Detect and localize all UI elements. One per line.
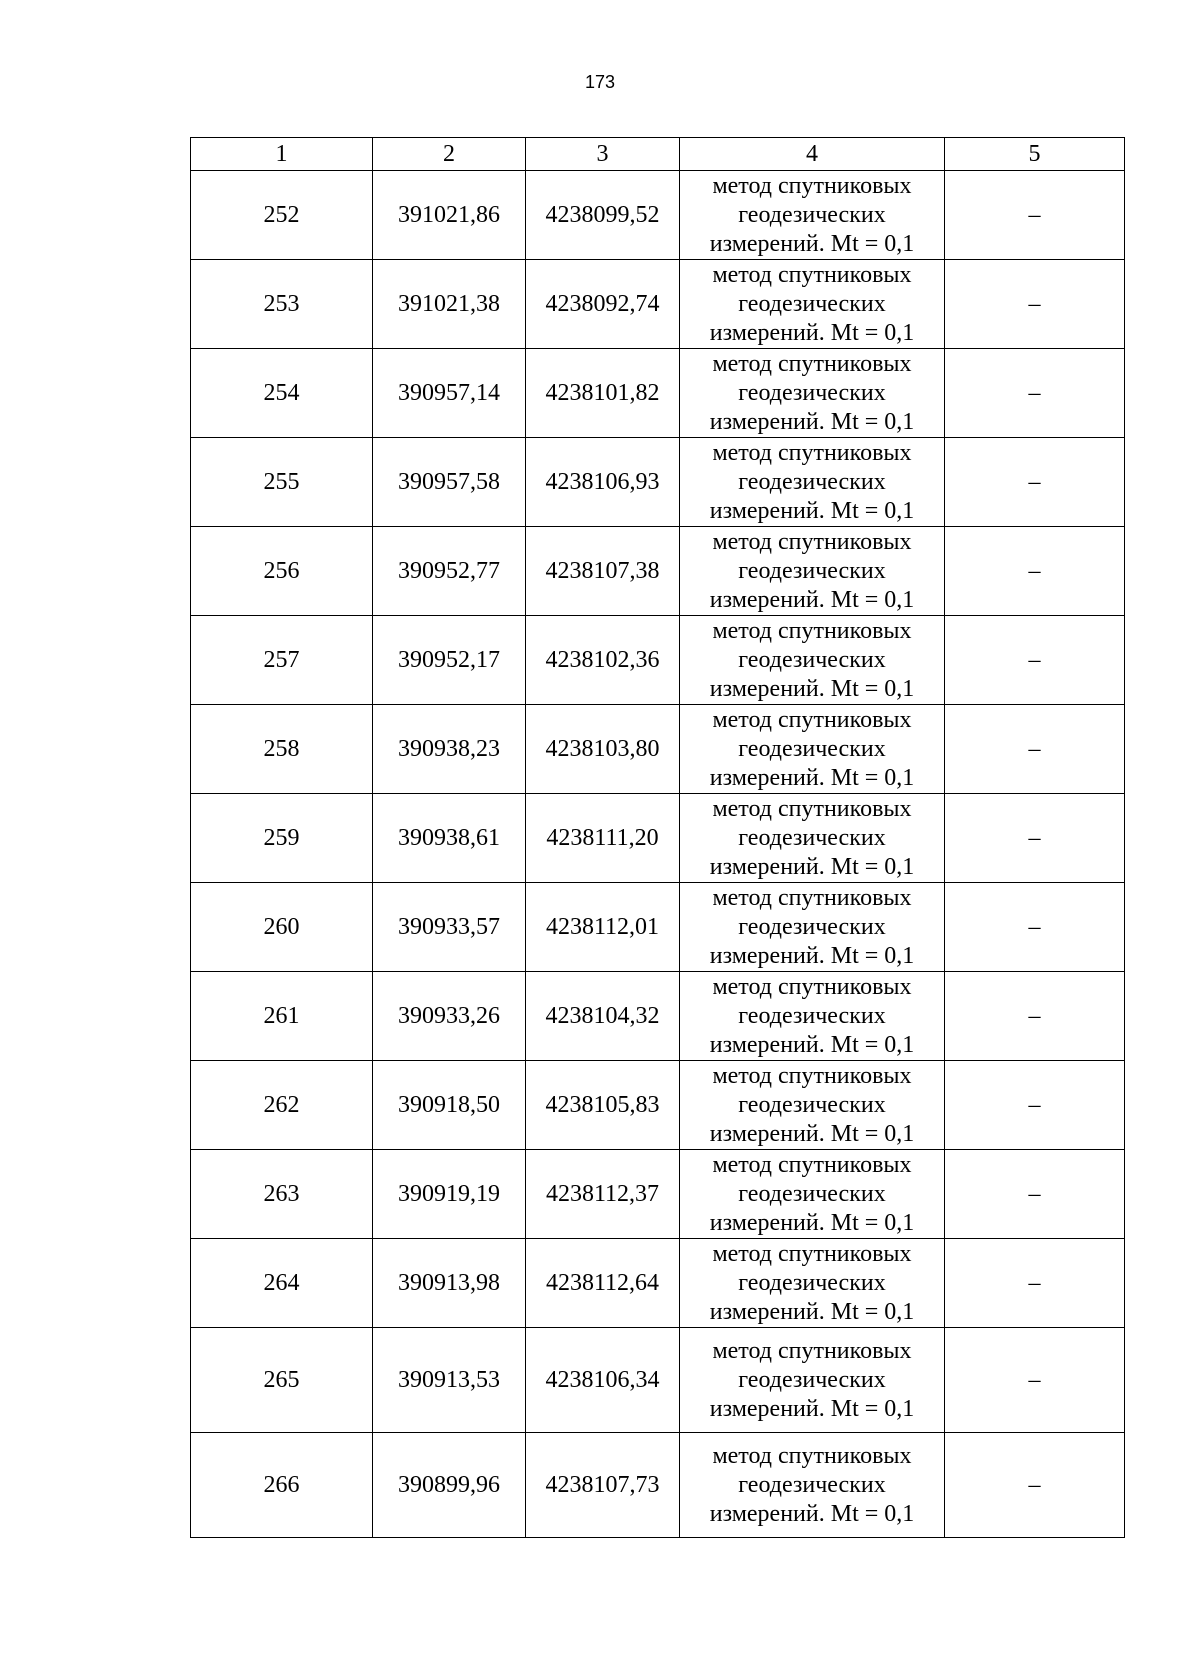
method-line: геодезических <box>738 379 886 406</box>
y-coordinate-cell: 4238092,74 <box>526 260 680 349</box>
method-cell <box>680 260 945 349</box>
method-line: геодезических <box>738 646 886 673</box>
point-number-cell: 260 <box>191 883 373 972</box>
method-line: геодезических <box>738 201 886 228</box>
table-row <box>191 1061 1125 1150</box>
table-row <box>191 794 1125 883</box>
method-line: метод спутниковых <box>712 617 912 644</box>
y-coordinate-cell: 4238099,52 <box>526 171 680 260</box>
note-cell: – <box>945 1061 1125 1150</box>
method-cell <box>680 527 945 616</box>
method-line: метод спутниковых <box>712 439 912 466</box>
method-line: измерений. Mt = 0,1 <box>709 1500 915 1527</box>
method-line: измерений. Mt = 0,1 <box>709 497 915 524</box>
method-line: метод спутниковых <box>712 706 912 733</box>
method-line: метод спутниковых <box>712 261 912 288</box>
y-coordinate-cell: 4238111,20 <box>526 794 680 883</box>
note-cell: – <box>945 527 1125 616</box>
method-line: геодезических <box>738 290 886 317</box>
method-line: геодезических <box>738 735 886 762</box>
point-number-cell: 254 <box>191 349 373 438</box>
method-line: геодезических <box>738 1091 886 1118</box>
method-line: геодезических <box>738 913 886 940</box>
note-cell: – <box>945 1150 1125 1239</box>
table-row <box>191 1150 1125 1239</box>
method-line: измерений. Mt = 0,1 <box>709 1209 915 1236</box>
method-line: измерений. Mt = 0,1 <box>709 1031 915 1058</box>
table-row <box>191 883 1125 972</box>
y-coordinate-cell: 4238105,83 <box>526 1061 680 1150</box>
method-cell <box>680 972 945 1061</box>
x-coordinate-cell: 390899,96 <box>373 1433 526 1538</box>
table-header-row <box>191 138 1125 171</box>
method-cell <box>680 438 945 527</box>
y-coordinate-cell: 4238101,82 <box>526 349 680 438</box>
method-line: измерений. Mt = 0,1 <box>709 1120 915 1147</box>
y-coordinate-cell: 4238112,64 <box>526 1239 680 1328</box>
note-cell: – <box>945 260 1125 349</box>
column-header-4: 4 <box>680 138 945 171</box>
table-row <box>191 1433 1125 1538</box>
method-line: измерений. Mt = 0,1 <box>709 408 915 435</box>
y-coordinate-cell: 4238106,34 <box>526 1328 680 1433</box>
point-number-cell: 252 <box>191 171 373 260</box>
note-cell: – <box>945 349 1125 438</box>
method-line: метод спутниковых <box>712 172 912 199</box>
method-line: геодезических <box>738 557 886 584</box>
method-line: измерений. Mt = 0,1 <box>709 853 915 880</box>
note-cell: – <box>945 883 1125 972</box>
method-line: геодезических <box>738 468 886 495</box>
method-line: измерений. Mt = 0,1 <box>709 1298 915 1325</box>
method-line: измерений. Mt = 0,1 <box>709 586 915 613</box>
y-coordinate-cell: 4238112,37 <box>526 1150 680 1239</box>
y-coordinate-cell: 4238104,32 <box>526 972 680 1061</box>
column-header-1: 1 <box>191 138 373 171</box>
x-coordinate-cell: 390952,17 <box>373 616 526 705</box>
x-coordinate-cell: 391021,86 <box>373 171 526 260</box>
method-line: метод спутниковых <box>712 1240 912 1267</box>
point-number-cell: 259 <box>191 794 373 883</box>
point-number-cell: 262 <box>191 1061 373 1150</box>
table-row <box>191 1328 1125 1433</box>
note-cell: – <box>945 705 1125 794</box>
table-row <box>191 705 1125 794</box>
table-row <box>191 616 1125 705</box>
method-line: метод спутниковых <box>712 1062 912 1089</box>
method-line: метод спутниковых <box>712 795 912 822</box>
note-cell: – <box>945 972 1125 1061</box>
method-line: измерений. Mt = 0,1 <box>709 319 915 346</box>
point-number-cell: 264 <box>191 1239 373 1328</box>
method-line: геодезических <box>738 1002 886 1029</box>
point-number-cell: 261 <box>191 972 373 1061</box>
point-number-cell: 257 <box>191 616 373 705</box>
method-cell <box>680 1061 945 1150</box>
method-line: геодезических <box>738 824 886 851</box>
page-number: 173 <box>584 72 616 92</box>
table-row <box>191 1239 1125 1328</box>
method-line: геодезических <box>738 1180 886 1207</box>
method-cell <box>680 616 945 705</box>
method-cell <box>680 171 945 260</box>
table-row <box>191 171 1125 260</box>
method-cell <box>680 1433 945 1538</box>
x-coordinate-cell: 390952,77 <box>373 527 526 616</box>
method-line: метод спутниковых <box>712 528 912 555</box>
method-line: геодезических <box>738 1269 886 1296</box>
point-number-cell: 266 <box>191 1433 373 1538</box>
method-line: геодезических <box>738 1471 886 1498</box>
point-number-cell: 253 <box>191 260 373 349</box>
x-coordinate-cell: 390913,53 <box>373 1328 526 1433</box>
note-cell: – <box>945 616 1125 705</box>
x-coordinate-cell: 390938,61 <box>373 794 526 883</box>
note-cell: – <box>945 1239 1125 1328</box>
method-line: измерений. Mt = 0,1 <box>709 675 915 702</box>
x-coordinate-cell: 390933,26 <box>373 972 526 1061</box>
x-coordinate-cell: 390957,58 <box>373 438 526 527</box>
x-coordinate-cell: 390938,23 <box>373 705 526 794</box>
column-header-5: 5 <box>945 138 1125 171</box>
note-cell: – <box>945 1433 1125 1538</box>
x-coordinate-cell: 390919,19 <box>373 1150 526 1239</box>
method-cell <box>680 1239 945 1328</box>
note-cell: – <box>945 171 1125 260</box>
table-row <box>191 438 1125 527</box>
method-line: измерений. Mt = 0,1 <box>709 1395 915 1422</box>
table-row <box>191 349 1125 438</box>
method-cell <box>680 1150 945 1239</box>
method-line: метод спутниковых <box>712 1151 912 1178</box>
y-coordinate-cell: 4238102,36 <box>526 616 680 705</box>
note-cell: – <box>945 1328 1125 1433</box>
x-coordinate-cell: 391021,38 <box>373 260 526 349</box>
coordinates-table <box>190 137 1125 1538</box>
x-coordinate-cell: 390957,14 <box>373 349 526 438</box>
method-line: измерений. Mt = 0,1 <box>709 764 915 791</box>
method-cell <box>680 883 945 972</box>
y-coordinate-cell: 4238107,73 <box>526 1433 680 1538</box>
x-coordinate-cell: 390913,98 <box>373 1239 526 1328</box>
y-coordinate-cell: 4238106,93 <box>526 438 680 527</box>
y-coordinate-cell: 4238107,38 <box>526 527 680 616</box>
method-cell <box>680 794 945 883</box>
method-cell <box>680 705 945 794</box>
column-header-3: 3 <box>526 138 680 171</box>
method-line: метод спутниковых <box>712 884 912 911</box>
method-line: метод спутниковых <box>712 973 912 1000</box>
x-coordinate-cell: 390918,50 <box>373 1061 526 1150</box>
method-cell <box>680 349 945 438</box>
x-coordinate-cell: 390933,57 <box>373 883 526 972</box>
point-number-cell: 263 <box>191 1150 373 1239</box>
method-line: метод спутниковых <box>712 1337 912 1364</box>
point-number-cell: 258 <box>191 705 373 794</box>
method-line: измерений. Mt = 0,1 <box>709 942 915 969</box>
method-line: метод спутниковых <box>712 350 912 377</box>
table-body <box>191 171 1125 1538</box>
note-cell: – <box>945 438 1125 527</box>
point-number-cell: 256 <box>191 527 373 616</box>
point-number-cell: 265 <box>191 1328 373 1433</box>
method-line: метод спутниковых <box>712 1442 912 1469</box>
method-line: геодезических <box>738 1366 886 1393</box>
y-coordinate-cell: 4238103,80 <box>526 705 680 794</box>
column-header-2: 2 <box>373 138 526 171</box>
method-cell <box>680 1328 945 1433</box>
y-coordinate-cell: 4238112,01 <box>526 883 680 972</box>
note-cell: – <box>945 794 1125 883</box>
table-row <box>191 260 1125 349</box>
point-number-cell: 255 <box>191 438 373 527</box>
method-line: измерений. Mt = 0,1 <box>709 230 915 257</box>
table-row <box>191 972 1125 1061</box>
table-row <box>191 527 1125 616</box>
